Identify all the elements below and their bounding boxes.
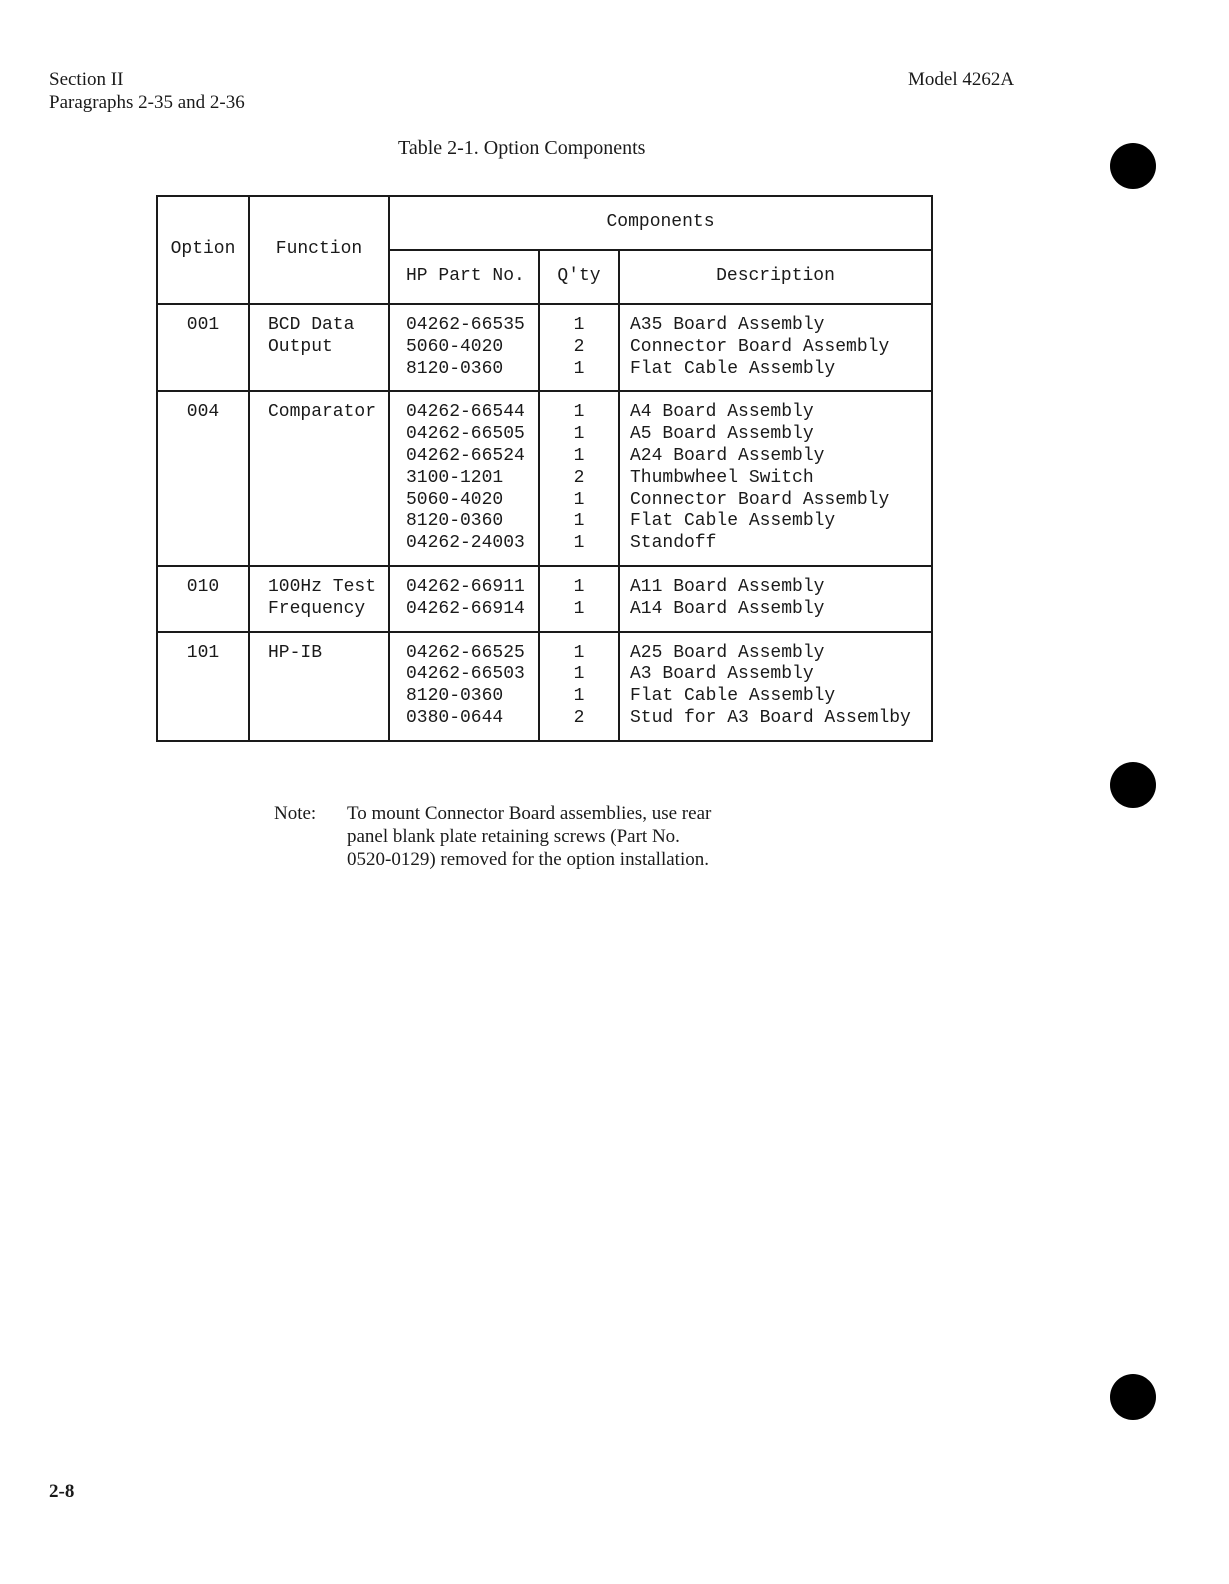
- part-no: 3100-1201: [406, 467, 504, 488]
- header-components: Components: [389, 196, 932, 250]
- part-no-cell: [389, 632, 539, 741]
- option-number: 004: [186, 402, 220, 423]
- qty: 1: [573, 315, 585, 335]
- option-number: 010: [186, 576, 220, 597]
- description: Thumbwheel Switch: [630, 467, 814, 488]
- description-cell: [619, 304, 932, 391]
- table-caption: Table 2-1. Option Components: [398, 137, 646, 159]
- qty: 2: [573, 707, 585, 728]
- option-cell: [157, 391, 249, 566]
- description: A25 Board Assembly: [630, 642, 825, 663]
- note-line: To mount Connector Board assemblies, use rear: [347, 803, 712, 824]
- part-no-cell: [389, 566, 539, 632]
- punch-hole: [1110, 143, 1156, 189]
- table-row: [157, 632, 932, 741]
- part-no: 04262-66914: [406, 598, 525, 619]
- function-line: Frequency: [268, 598, 366, 619]
- page-number: 2-8: [49, 1481, 75, 1502]
- description-cell: [619, 391, 932, 566]
- description: Flat Cable Assembly: [630, 686, 836, 707]
- qty: 1: [573, 533, 585, 554]
- qty: 1: [573, 511, 585, 532]
- qty-cell: [539, 391, 619, 566]
- part-no: 5060-4020: [406, 489, 504, 510]
- model-label: Model 4262A: [908, 69, 1015, 90]
- part-no: 04262-66911: [406, 576, 525, 597]
- function-cell: [249, 304, 389, 391]
- table-row: [157, 566, 932, 632]
- qty: 2: [573, 336, 585, 357]
- table-row: [157, 391, 932, 566]
- part-no-cell: [389, 304, 539, 391]
- table-row: [157, 304, 932, 391]
- option-cell: [157, 632, 249, 741]
- part-no: 8120-0360: [406, 686, 504, 707]
- qty: 1: [573, 445, 585, 466]
- description: Flat Cable Assembly: [630, 358, 836, 379]
- header-description: Description: [619, 250, 932, 304]
- qty: 1: [573, 642, 585, 663]
- part-no: 04262-66535: [406, 315, 525, 335]
- header-function: Function: [249, 196, 389, 304]
- qty: 1: [573, 489, 585, 510]
- description: Stud for A3 Board Assemlby: [630, 707, 911, 728]
- description: Connector Board Assembly: [630, 336, 890, 357]
- part-no: 04262-66503: [406, 664, 525, 685]
- function-cell: [249, 632, 389, 741]
- description: A3 Board Assembly: [630, 664, 814, 685]
- option-cell: [157, 566, 249, 632]
- punch-hole: [1110, 762, 1156, 808]
- qty-cell: [539, 632, 619, 741]
- description: Flat Cable Assembly: [630, 511, 836, 532]
- option-cell: [157, 304, 249, 391]
- section-label: Section II: [49, 69, 124, 90]
- part-no: 5060-4020: [406, 336, 504, 357]
- function-line: Output: [268, 336, 333, 357]
- qty: 1: [573, 358, 585, 379]
- note-body: [347, 802, 807, 871]
- function-line: BCD Data: [268, 315, 355, 335]
- description: A4 Board Assembly: [630, 402, 814, 423]
- qty-cell: [539, 566, 619, 632]
- header-part-no: HP Part No.: [389, 250, 539, 304]
- description: A35 Board Assembly: [630, 315, 825, 335]
- part-no-cell: [389, 391, 539, 566]
- qty: 1: [573, 686, 585, 707]
- page-header-left: [49, 68, 245, 114]
- description: A5 Board Assembly: [630, 424, 814, 445]
- function-cell: [249, 391, 389, 566]
- qty: 1: [573, 402, 585, 423]
- punch-hole: [1110, 1374, 1156, 1420]
- table-body: [157, 304, 932, 741]
- part-no: 0380-0644: [406, 707, 504, 728]
- description-cell: [619, 566, 932, 632]
- qty: 1: [573, 576, 585, 597]
- header-option: Option: [157, 196, 249, 304]
- qty: 1: [573, 664, 585, 685]
- part-no: 04262-24003: [406, 533, 525, 554]
- option-number: 001: [186, 315, 220, 335]
- part-no: 8120-0360: [406, 511, 504, 532]
- note-line: panel blank plate retaining screws (Part No.: [347, 826, 680, 847]
- part-no: 04262-66544: [406, 402, 525, 423]
- part-no: 8120-0360: [406, 358, 504, 379]
- qty: 1: [573, 424, 585, 445]
- part-no: 04262-66524: [406, 445, 525, 466]
- option-number: 101: [186, 642, 220, 663]
- function-line: Comparator: [268, 402, 377, 423]
- description: Standoff: [630, 533, 717, 554]
- description: A14 Board Assembly: [630, 598, 825, 619]
- function-line: 100Hz Test: [268, 576, 377, 597]
- description: Connector Board Assembly: [630, 489, 890, 510]
- note-label: Note:: [274, 803, 317, 824]
- description-cell: [619, 632, 932, 741]
- qty: 2: [573, 467, 585, 488]
- option-components-table: [156, 195, 933, 742]
- part-no: 04262-66525: [406, 642, 525, 663]
- description: A11 Board Assembly: [630, 576, 825, 597]
- function-cell: [249, 566, 389, 632]
- note-line: 0520-0129) removed for the option installation.: [347, 849, 709, 870]
- description: A24 Board Assembly: [630, 445, 825, 466]
- qty: 1: [573, 598, 585, 619]
- header-qty: Q'ty: [539, 250, 619, 304]
- part-no: 04262-66505: [406, 424, 525, 445]
- qty-cell: [539, 304, 619, 391]
- paragraphs-label: Paragraphs 2-35 and 2-36: [49, 92, 245, 113]
- function-line: HP-IB: [268, 642, 323, 663]
